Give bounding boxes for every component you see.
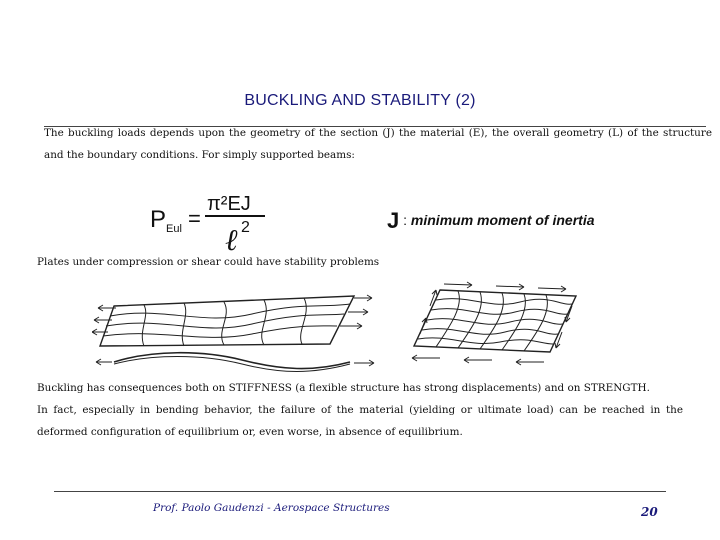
consequences-line-1: Buckling has consequences both on STIFFNESS (a flexible structure has strong displacements) and on STRENGTH. [37,382,650,394]
footer-divider [54,491,666,492]
inertia-symbol: J [387,208,400,233]
inertia-text: minimum moment of inertia [410,212,595,228]
page-number: 20 [641,505,658,519]
plate-shear-sketch [400,276,582,374]
plate-compression-sketch [92,286,377,374]
consequences-line-2: In fact, especially in bending behavior, the failure of the material (yielding or ultimate load) can be reached in the deformed configuration of equilibrium or, even worse, in absence of equilibrium. [37,404,683,438]
plates-statement: Plates under compression or shear could have stability problems [37,256,380,268]
inertia-separator: : [403,212,408,228]
slide-title: BUCKLING AND STABILITY (2) [244,92,476,109]
formula-equals: = [188,206,201,231]
euler-formula [145,190,275,256]
formula-denominator-exponent: 2 [241,219,250,236]
intro-paragraph: The buckling loads depends upon the geometry of the section (J) the material (E), the overall geometry (L) of the structure and the boundary conditions. For simply supported beams: [44,127,712,161]
formula-lhs: P [150,206,167,233]
formula-numerator: π²EJ [207,193,251,215]
inertia-definition [387,208,595,234]
footer-author: Prof. Paolo Gaudenzi - Aerospace Structures [153,502,390,514]
formula-denominator: ℓ [225,223,238,256]
consequences-paragraph [37,377,683,443]
formula-lhs-subscript: Eul [166,223,182,235]
